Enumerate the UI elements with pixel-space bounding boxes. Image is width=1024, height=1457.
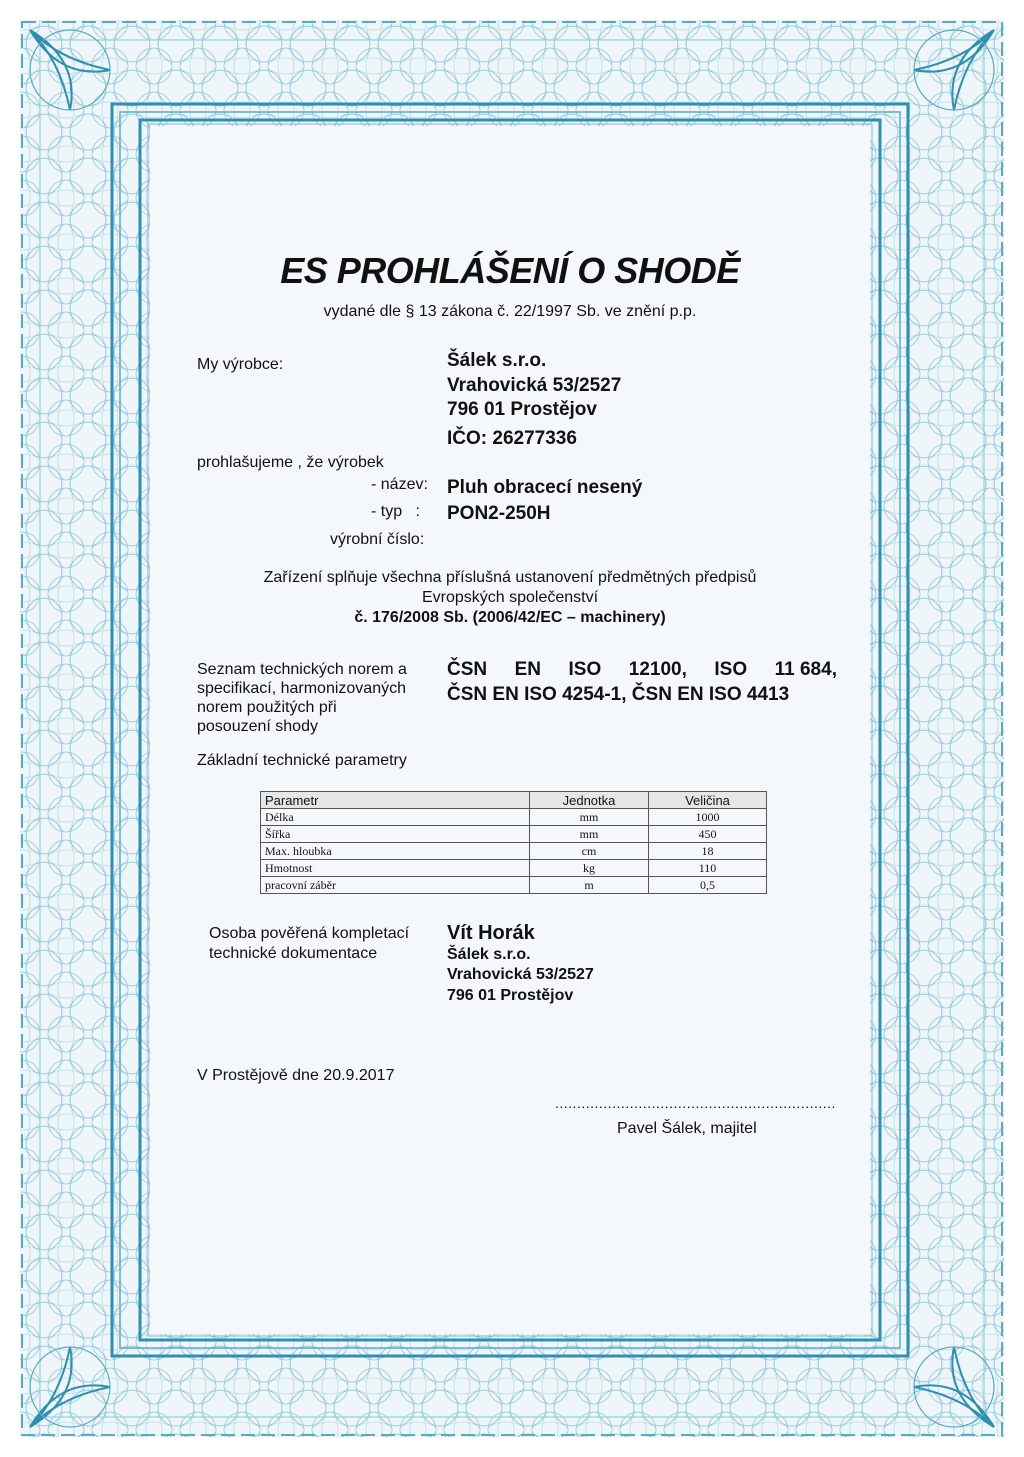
standards-label-line: norem použitých při bbox=[197, 699, 337, 716]
product-type-value: PON2-250H bbox=[447, 503, 551, 524]
table-cell: Délka bbox=[261, 809, 530, 826]
standards-word: 11 684, bbox=[774, 659, 837, 680]
standards-label-line: specifikací, harmonizovaných bbox=[197, 680, 406, 697]
product-name-value: Pluh obracecí nesený bbox=[447, 477, 643, 498]
column-header-unit: Jednotka bbox=[530, 792, 649, 809]
product-name-label: - název: bbox=[371, 476, 428, 493]
table-cell: kg bbox=[530, 860, 649, 877]
standards-word: 12100, bbox=[628, 659, 687, 680]
page-subtitle: vydané dle § 13 zákona č. 22/1997 Sb. ve znění p.p. bbox=[323, 303, 697, 320]
table-row bbox=[261, 809, 767, 826]
standards-word: EN bbox=[514, 659, 542, 680]
signature-line: ................................................................ bbox=[555, 1095, 836, 1111]
table-cell: 110 bbox=[649, 860, 767, 877]
table-cell: 18 bbox=[649, 843, 767, 860]
product-type-label: - typ : bbox=[371, 503, 420, 520]
responsible-company: Šálek s.r.o. bbox=[447, 946, 531, 963]
standards-label bbox=[197, 660, 407, 736]
table-cell: m bbox=[530, 877, 649, 894]
compliance-line-3: č. 176/2008 Sb. (2006/42/EC – machinery) bbox=[354, 609, 666, 626]
standards-word: ISO bbox=[714, 659, 748, 680]
table-cell: cm bbox=[530, 843, 649, 860]
manufacturer-name: Šálek s.r.o. bbox=[447, 350, 547, 371]
manufacturer-label: My výrobce: bbox=[197, 356, 284, 373]
manufacturer-street: Vrahovická 53/2527 bbox=[447, 375, 622, 396]
standards-word: ISO bbox=[568, 659, 602, 680]
responsible-label-line: Osoba pověřená kompletací bbox=[209, 925, 410, 942]
table-cell: Max. hloubka bbox=[261, 843, 530, 860]
table-cell: mm bbox=[530, 809, 649, 826]
place-date: V Prostějově dne 20.9.2017 bbox=[197, 1067, 395, 1084]
manufacturer-ico: IČO: 26277336 bbox=[447, 428, 577, 449]
table-row bbox=[261, 843, 767, 860]
compliance-line-2: Evropských společenství bbox=[421, 589, 599, 606]
compliance-line-1: Zařízení splňuje všechna příslušná ustanovení předmětných předpisů bbox=[263, 569, 757, 586]
table-cell: Hmotnost bbox=[261, 860, 530, 877]
responsible-name: Vít Horák bbox=[447, 922, 535, 944]
responsible-label bbox=[209, 924, 409, 964]
table-cell: 450 bbox=[649, 826, 767, 843]
standards-label-line: Seznam technických norem a bbox=[197, 661, 407, 678]
declare-label: prohlašujeme , že výrobek bbox=[197, 454, 384, 471]
parameters-label: Základní technické parametry bbox=[197, 752, 407, 769]
standards-list bbox=[447, 657, 837, 707]
table-row bbox=[261, 877, 767, 894]
column-header-parameter: Parametr bbox=[261, 792, 530, 809]
standards-line-2: ČSN EN ISO 4254-1, ČSN EN ISO 4413 bbox=[447, 684, 790, 705]
standards-label-line: posouzení shody bbox=[197, 718, 318, 735]
responsible-label-line: technické dokumentace bbox=[209, 945, 378, 962]
table-cell: mm bbox=[530, 826, 649, 843]
standards-line-1 bbox=[447, 657, 837, 682]
table-header-row bbox=[261, 792, 767, 809]
table-row bbox=[261, 860, 767, 877]
responsible-city: 796 01 Prostějov bbox=[447, 987, 574, 1004]
table-row bbox=[261, 826, 767, 843]
signatory: Pavel Šálek, majitel bbox=[617, 1120, 757, 1137]
manufacturer-city: 796 01 Prostějov bbox=[447, 399, 597, 420]
table-cell: pracovní záběr bbox=[261, 877, 530, 894]
parameters-table bbox=[260, 791, 767, 894]
serial-label: výrobní číslo: bbox=[330, 531, 425, 548]
responsible-street: Vrahovická 53/2527 bbox=[447, 966, 594, 983]
page-title: ES PROHLÁŠENÍ O SHODĚ bbox=[280, 250, 740, 291]
column-header-value: Veličina bbox=[649, 792, 767, 809]
table-cell: 1000 bbox=[649, 809, 767, 826]
table-cell: 0,5 bbox=[649, 877, 767, 894]
table-cell: Šířka bbox=[261, 826, 530, 843]
standards-word: ČSN bbox=[447, 659, 488, 680]
